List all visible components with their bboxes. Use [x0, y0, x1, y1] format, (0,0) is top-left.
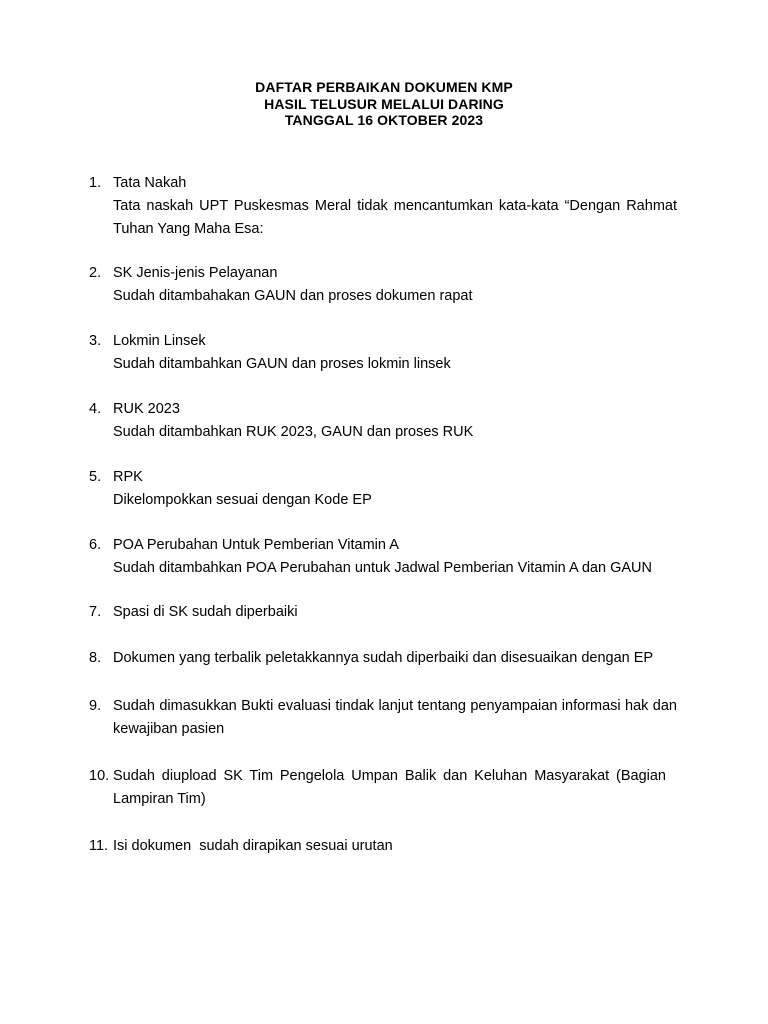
list-item-description: Sudah ditambahakan GAUN dan proses dokumen rapat: [113, 288, 473, 304]
list-item-description: Sudah ditambahkan GAUN dan proses lokmin linsek: [113, 356, 451, 372]
list-item-description: Dikelompokkan sesuai dengan Kode EP: [113, 492, 372, 508]
list-item-title: Lokmin Linsek: [113, 333, 206, 349]
list-item-title: Sudah diupload SK Tim Pengelola Umpan Balik dan Keluhan Masyarakat (Bagian Lampiran Tim): [113, 768, 666, 807]
list-item-number: 10.: [89, 768, 110, 784]
document-title: DAFTAR PERBAIKAN DOKUMEN KMP: [255, 79, 513, 95]
document-date: TANGGAL 16 OKTOBER 2023: [284, 112, 484, 128]
list-item-number: 7.: [89, 604, 102, 620]
list-item-title: POA Perubahan Untuk Pemberian Vitamin A: [113, 537, 399, 553]
list-item-title: SK Jenis-jenis Pelayanan: [113, 265, 278, 281]
list-item-number: 4.: [89, 401, 102, 417]
list-item-number: 9.: [89, 698, 102, 714]
list-item-number: 6.: [89, 537, 102, 553]
list-item-title: RUK 2023: [113, 401, 180, 417]
list-item-title: Spasi di SK sudah diperbaiki: [113, 604, 298, 620]
document-header: [0, 79, 768, 129]
list-item-number: 5.: [89, 469, 102, 485]
list-item-title: Isi dokumen sudah dirapikan sesuai urutan: [113, 838, 393, 854]
list-item-number: 11.: [89, 838, 109, 854]
list-item-description: Sudah ditambahkan RUK 2023, GAUN dan proses RUK: [113, 424, 474, 440]
list-item-title: Sudah dimasukkan Bukti evaluasi tindak lanjut tentang penyampaian informasi hak dan kewajiban pasien: [113, 698, 677, 737]
list-item-number: 8.: [89, 650, 102, 666]
document-subtitle: HASIL TELUSUR MELALUI DARING: [264, 95, 504, 112]
list-item-description: Tata naskah UPT Puskesmas Meral tidak mencantumkan kata-kata “Dengan Rahmat Tuhan Yang Maha Esa:: [113, 198, 677, 237]
list-item-title: Tata Nakah: [113, 175, 187, 191]
list-item-number: 3.: [89, 333, 102, 349]
list-item-number: 2.: [89, 265, 102, 281]
list-item-number: 1.: [89, 175, 102, 191]
list-item-title: RPK: [113, 469, 143, 485]
list-item-title: Dokumen yang terbalik peletakkannya sudah diperbaiki dan disesuaikan dengan EP: [113, 650, 654, 666]
list-item-description: Sudah ditambahkan POA Perubahan untuk Jadwal Pemberian Vitamin A dan GAUN: [113, 560, 652, 576]
